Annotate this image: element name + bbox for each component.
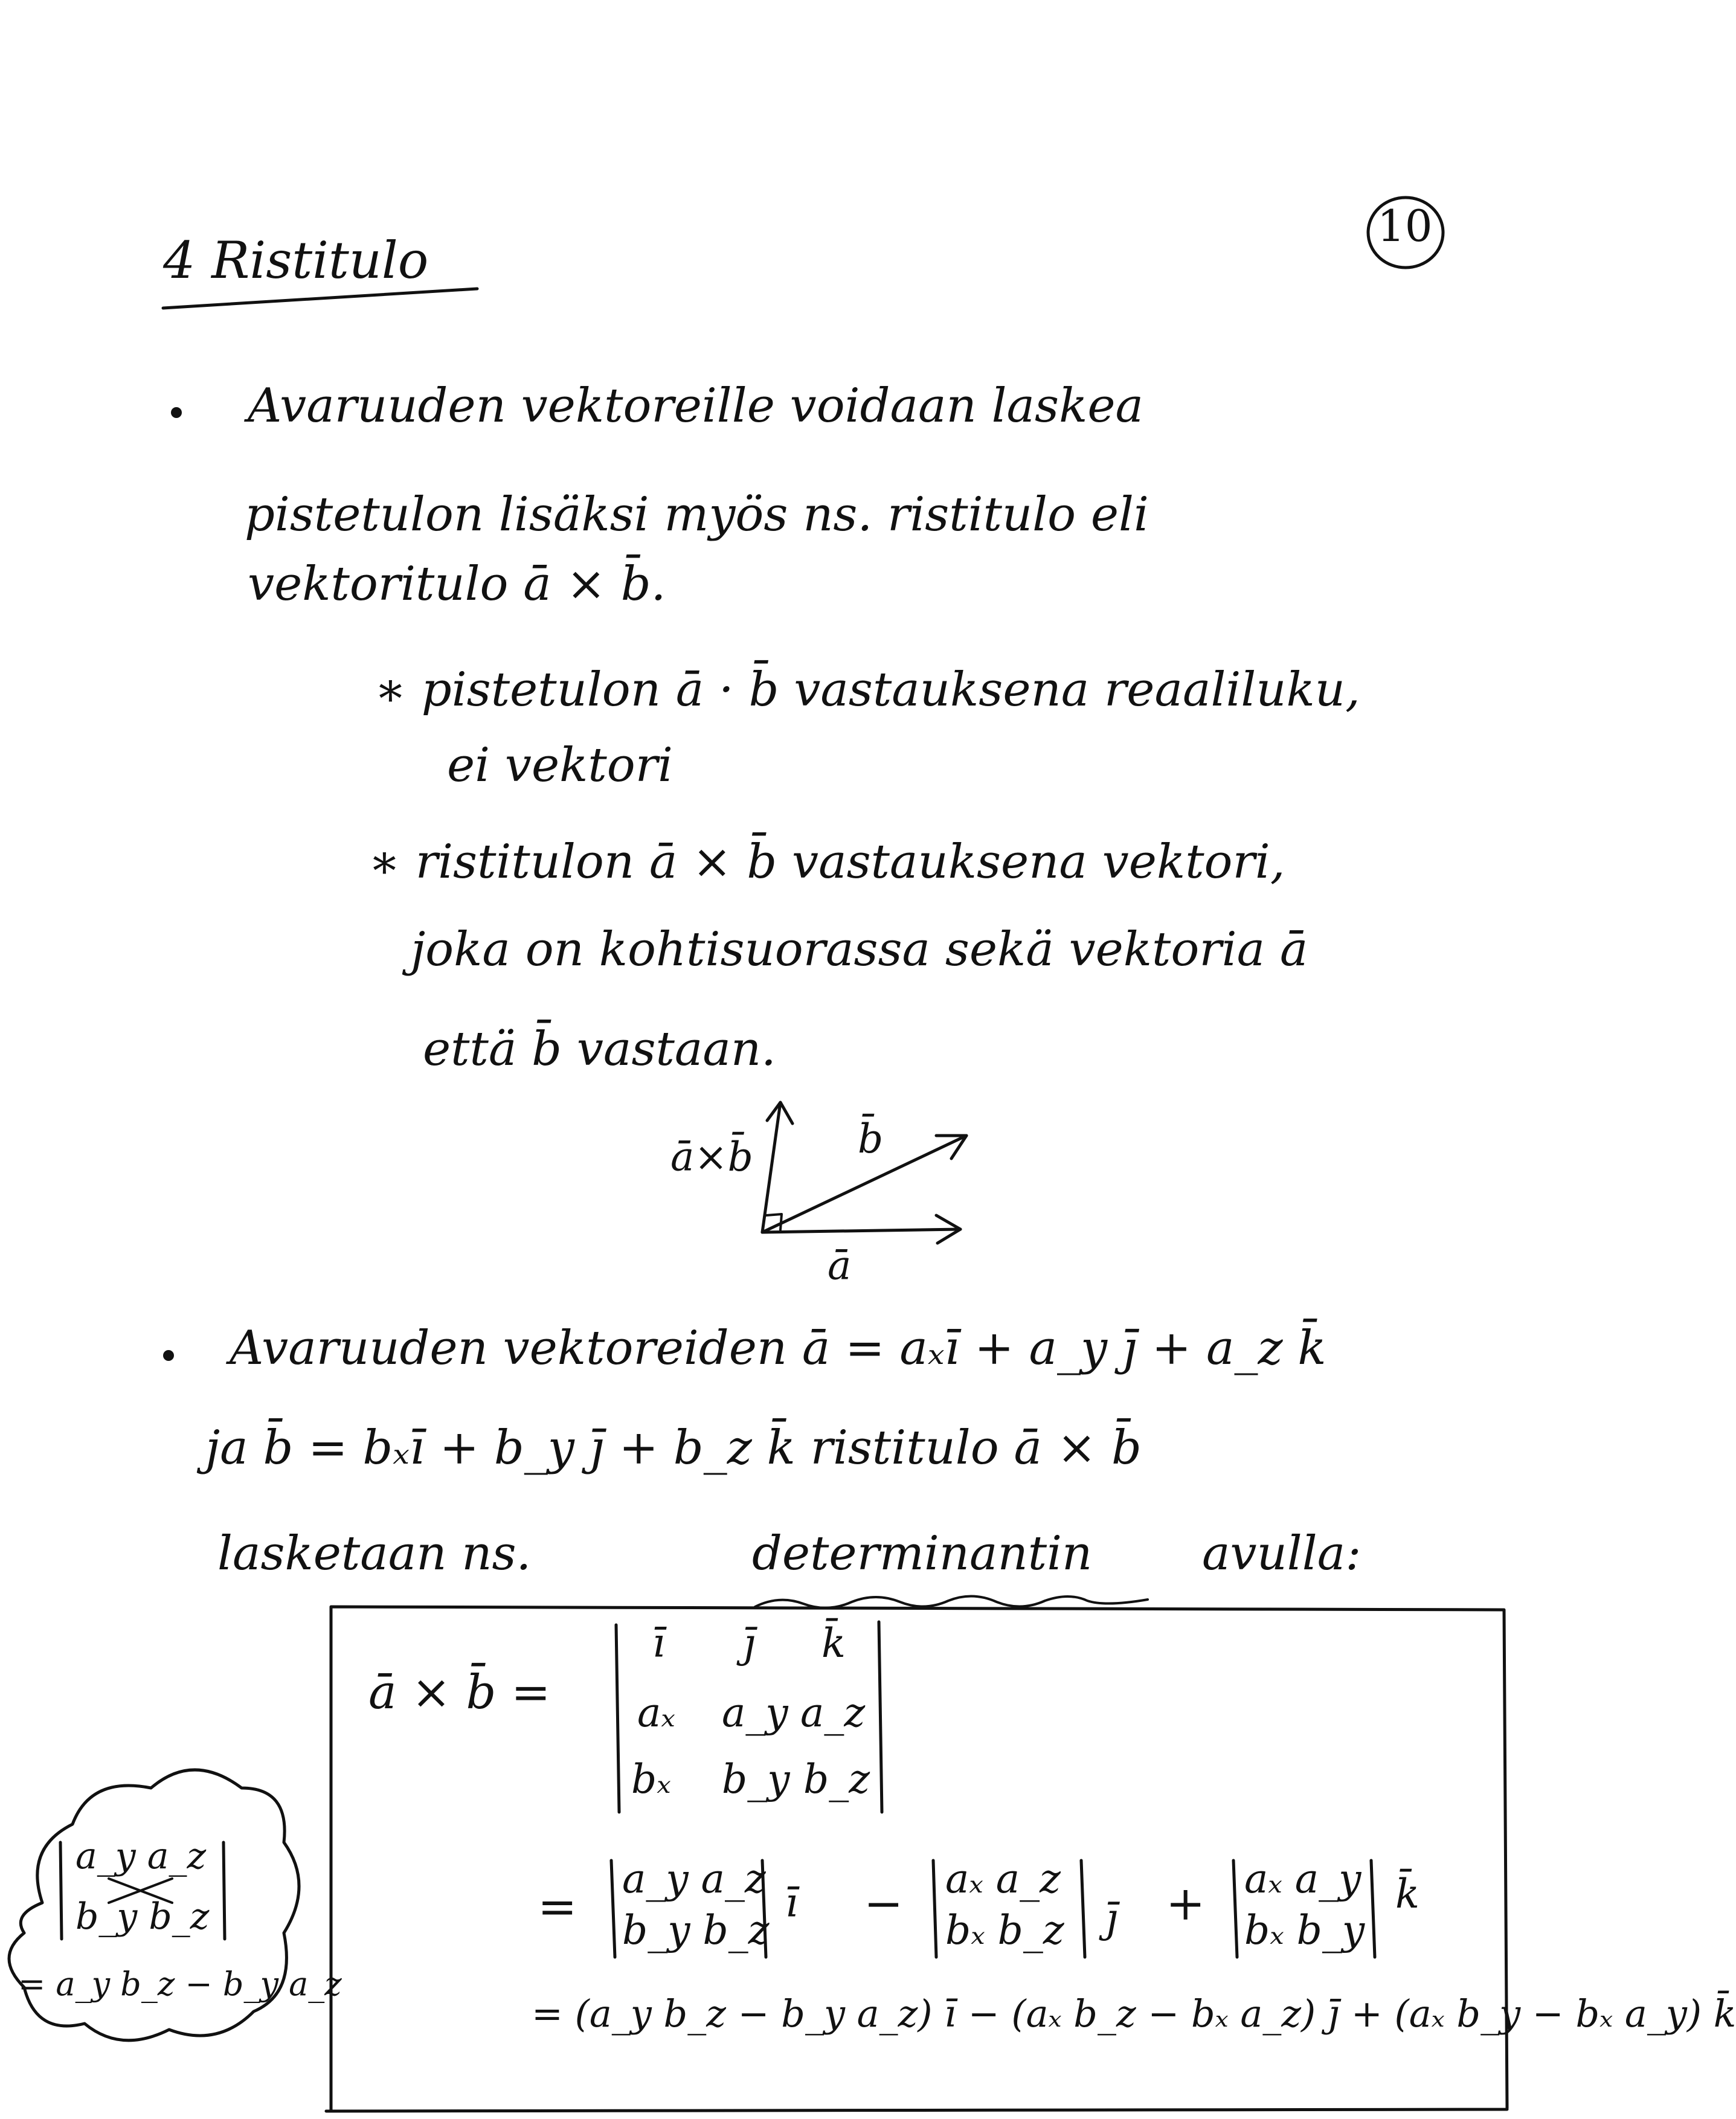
cloud-row2: b_y b_z [76, 1896, 210, 1938]
minor2-bar-left [933, 1860, 936, 1957]
minor3-unit: k̄ [1395, 1871, 1419, 1917]
subpoint2-line1: ∗ ristitulon ā × b̄ vastauksena vektori, [368, 835, 1285, 889]
det-r1c1: ī [652, 1620, 666, 1667]
det-bar-left [616, 1625, 619, 1812]
final-expansion: = (a_y b_z − b_y a_z) ī − (aₓ b_z − bₓ a_z) j̄ + (aₓ b_y − bₓ a_y) k̄ [532, 1992, 1736, 2036]
bullet2-line1: Avaruuden vektoreiden ā = aₓī + a_y j̄ + a_z k̄ [230, 1321, 1326, 1375]
expansion-minus: − [864, 1877, 904, 1931]
bullet2-line3a: lasketaan ns. [217, 1526, 532, 1581]
cross-vector-line [762, 1102, 780, 1232]
bullet2-line3c: avulla: [1202, 1526, 1361, 1581]
expansion-plus: + [1166, 1877, 1206, 1931]
det-r3c3: b_z [803, 1756, 870, 1802]
minor3-bar-left [1233, 1860, 1237, 1957]
expansion-eq: = [538, 1880, 577, 1934]
bullet1-line1: Avaruuden vektoreille voidaan laskea [248, 379, 1143, 433]
page-title: 4 Ristitulo [163, 231, 429, 290]
minor2-row1: aₓ a_z [945, 1856, 1061, 1902]
minor1-row2: b_y b_z [622, 1907, 770, 1953]
page-number: 10 [1377, 201, 1433, 251]
bullet2-line2: ja b̄ = bₓī + b_y j̄ + b_z k̄ ristitulo ā × b̄ [205, 1421, 1142, 1475]
vector-a-line [762, 1229, 960, 1232]
det-r3c1: bₓ [631, 1756, 671, 1802]
minor1-unit: ī [785, 1880, 799, 1926]
minor1-row1: a_y a_z [622, 1856, 766, 1902]
figure-label-b: b̄ [858, 1116, 884, 1162]
subpoint2-line3: että b̄ vastaan. [423, 1022, 776, 1076]
det-lhs: ā × b̄ = [368, 1665, 551, 1720]
subpoint1-line2: ei vektori [447, 738, 673, 793]
heading-underline [163, 289, 477, 308]
subpoint1-line1: ∗ pistetulon ā · b̄ vastauksena reaaliluku, [375, 663, 1360, 717]
cloud-result: = a_y b_z − b_y a_z [18, 1965, 342, 2003]
bullet2-line3b: determinantin [752, 1526, 1093, 1581]
det-r2c1: aₓ [637, 1690, 675, 1736]
cloud-bar-left [60, 1842, 62, 1939]
subpoint2-line2: joka on kohtisuorassa sekä vektoria ā [411, 922, 1308, 977]
minor3-row2: bₓ b_y [1244, 1907, 1365, 1953]
bullet-dot-1 [171, 407, 182, 418]
det-r1c3: k̄ [821, 1620, 846, 1667]
minor1-bar-left [611, 1860, 615, 1957]
bullet1-line2: pistetulon lisäksi myös ns. ristitulo eli [245, 487, 1149, 542]
minor3-bar-right [1371, 1860, 1375, 1957]
figure-label-a: ā [828, 1243, 852, 1289]
figure-label-cross: ā×b̄ [670, 1134, 753, 1180]
cloud-bar-right [223, 1842, 225, 1939]
det-r3c2: b_y [722, 1756, 790, 1802]
bullet-dot-2 [163, 1350, 174, 1361]
minor3-row1: aₓ a_y [1244, 1856, 1361, 1902]
minor2-unit: j̄ [1105, 1895, 1118, 1941]
minor2-row2: bₓ b_z [945, 1907, 1064, 1953]
det-r2c2: a_y [722, 1690, 788, 1736]
cloud-row1: a_y a_z [76, 1835, 207, 1877]
minor2-bar-right [1081, 1860, 1085, 1957]
det-bar-right [879, 1622, 882, 1812]
det-r2c3: a_z [800, 1690, 866, 1736]
det-r1c2: j̄ [743, 1620, 756, 1667]
wavy-underline [755, 1596, 1148, 1607]
bullet1-line3: vektoritulo ā × b̄. [248, 557, 666, 611]
